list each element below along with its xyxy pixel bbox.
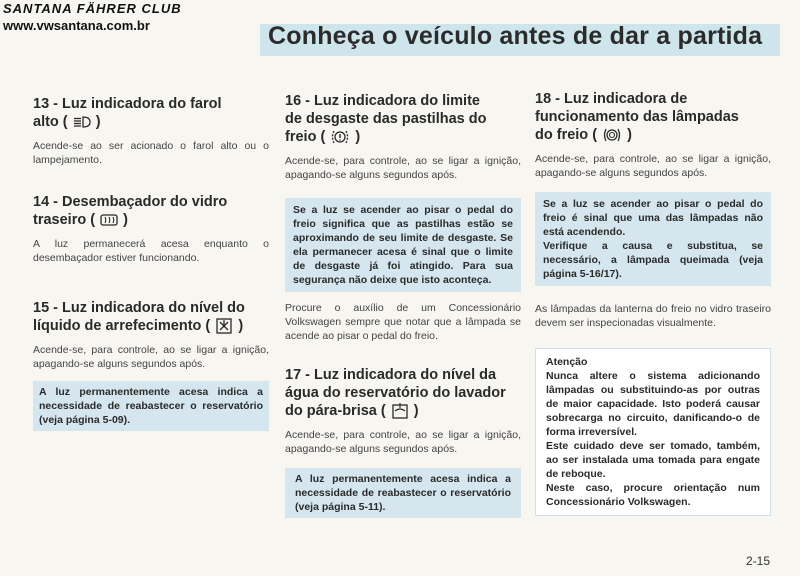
column-1 — [33, 95, 269, 431]
rear-defroster-icon — [100, 214, 118, 226]
coolant-level-icon — [215, 317, 233, 335]
watermark-site: www.vwsantana.com.br — [3, 18, 150, 33]
section-15-note: A luz permanentemente acesa indica a necessidade de reabastecer o reservatório (veja página 5-09). — [33, 381, 269, 431]
section-18-title: 18 - Luz indicadora de funcionamento das lâmpadas do freio ( ) — [535, 91, 739, 143]
section-18 — [535, 90, 771, 330]
brake-light-icon — [602, 127, 622, 143]
section-17-body: Acende-se, para controle, ao se ligar a ignição, apagando-se alguns segundos após. — [285, 429, 521, 456]
section-17-note: A luz permanentemente acesa indica a necessidade de reabastecer o reservatório (veja página 5-11). — [285, 468, 521, 518]
section-14-body: A luz permanecerá acesa enquanto o desembaçador estiver funcionando. — [33, 238, 269, 264]
attention-heading: Atenção — [546, 356, 588, 368]
section-15-title: 15 - Luz indicadora do nível do líquido de arrefecimento ( ) — [33, 300, 245, 334]
section-13-title: 13 - Luz indicadora do farol alto ( ) — [33, 96, 222, 130]
washer-fluid-icon — [391, 402, 409, 420]
attention-box — [535, 348, 771, 516]
section-18-note-b: Verifique a causa e substitua, se necessário, a lâmpada queimada (veja página 5-16/17). — [543, 240, 763, 280]
section-16-title: 16 - Luz indicadora do limite de desgaste das pastilhas do freio ( ) — [285, 93, 487, 145]
attention-p2: Este cuidado deve ser tomado, também, ao ser instalada uma tomada para engate de reboque. — [546, 440, 760, 480]
section-13 — [33, 95, 269, 167]
section-18-body: Acende-se, para controle, ao se ligar a ignição, apagando-se alguns segundos após. — [535, 153, 771, 179]
attention-p3: Neste caso, procure orientação num Concessionário Volkswagen. — [546, 482, 760, 508]
column-3 — [535, 90, 771, 516]
section-16-note: Se a luz se acender ao pisar o pedal do freio significa que as pastilhas estão se aproximando de seu limite de desgaste. Se ela permanecer acesa é sinal que o limite de desgaste já foi atingido. Para sua segurança não deixe que isto aconteça. — [285, 198, 521, 292]
section-18-note — [535, 192, 771, 286]
high-beam-icon — [73, 116, 91, 128]
section-18-note-a: Se a luz se acender ao pisar o pedal do freio é sinal que uma das lâmpadas não está acendendo. — [543, 198, 763, 238]
section-17 — [285, 366, 521, 518]
section-15-body: Acende-se, para controle, ao se ligar a ignição, apagando-se alguns segundos após. — [33, 344, 269, 371]
section-13-body: Acende-se ao ser acionado o farol alto ou o lampejamento. — [33, 140, 269, 166]
page-number: 2-15 — [745, 554, 770, 568]
section-17-title: 17 - Luz indicadora do nível da água do reservatório do lavador do pára-brisa ( ) — [285, 367, 506, 419]
section-14-title: 14 - Desembaçador do vidro traseiro ( ) — [33, 194, 228, 228]
section-15 — [33, 299, 269, 431]
column-2 — [285, 92, 521, 518]
attention-p1: Nunca altere o sistema adicionando lâmpadas ou substituindo-as por outras de maior capacidade. Isto poderá causar sobrecarga no circuito, danificando-o de forma irreversível. — [546, 370, 760, 438]
brake-pad-wear-icon — [330, 129, 350, 145]
section-14 — [33, 193, 269, 265]
section-16 — [285, 92, 521, 343]
page-title: Conheça o veículo antes de dar a partida — [268, 22, 763, 50]
section-16-after: Procure o auxílio de um Concessionário Volkswagen sempre que notar que a lâmpada se acende ao pisar o pedal do freio. — [285, 302, 521, 342]
section-16-body: Acende-se, para controle, ao se ligar a ignição, apagando-se alguns segundos após. — [285, 155, 521, 181]
watermark-club: SANTANA FÄHRER CLUB — [3, 1, 182, 16]
section-18-after: As lâmpadas da lanterna do freio no vidro traseiro devem ser inspecionadas visualmente. — [535, 303, 771, 329]
